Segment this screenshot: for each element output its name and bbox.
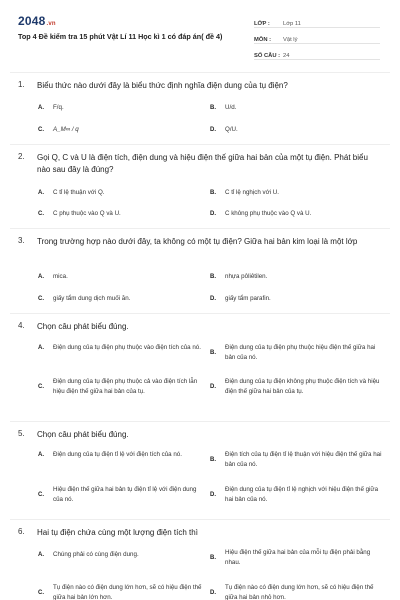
- option-letter: C.: [38, 589, 44, 596]
- option-text: C không phụ thuộc vào Q và U.: [225, 210, 312, 217]
- option-a[interactable]: [38, 188, 208, 198]
- option-letter: B.: [210, 273, 216, 280]
- question-divider: [10, 144, 390, 145]
- option-c[interactable]: [38, 377, 208, 396]
- option-letter: B.: [210, 554, 216, 561]
- question-divider: [10, 519, 390, 520]
- option-a[interactable]: [38, 103, 208, 113]
- option-text: Tụ điện nào có điện dung lớn hơn, sẽ có hiệu điện thế giữa hai bản lớn hơn.: [53, 584, 202, 600]
- option-text: Điện dung của tụ điện phụ thuộc vào điện tích của nó.: [53, 344, 201, 351]
- option-letter: C.: [38, 210, 44, 217]
- site-logo[interactable]: [18, 14, 56, 28]
- meta-class-row: [254, 14, 380, 28]
- option-text: Điện tích của tụ điện tỉ lệ thuận với hiệu điện thế giữa hai bản của nó.: [225, 451, 382, 468]
- option-letter: D.: [210, 126, 216, 133]
- option-c[interactable]: [38, 125, 208, 135]
- option-letter: A.: [38, 451, 44, 458]
- logo-suffix: .vn: [46, 21, 56, 27]
- option-letter: A.: [38, 551, 44, 558]
- question-number: 3.: [18, 236, 25, 245]
- question-header: [18, 321, 375, 333]
- option-letter: C.: [38, 491, 44, 498]
- option-letter: A.: [38, 104, 44, 111]
- meta-class-value: Lớp 11: [283, 21, 301, 27]
- option-b[interactable]: [210, 103, 386, 113]
- question-number: 6.: [18, 527, 25, 536]
- question-number: 5.: [18, 429, 25, 438]
- option-text: giấy tẩm dung dịch muối ăn.: [53, 295, 131, 302]
- option-c[interactable]: [38, 583, 208, 600]
- question-number: 2.: [18, 152, 25, 161]
- option-text: mica.: [53, 273, 68, 280]
- option-letter: A.: [38, 189, 44, 196]
- option-text: C tỉ lệ thuận với Q.: [53, 189, 105, 196]
- option-c[interactable]: [38, 485, 208, 504]
- meta-subject-row: [254, 30, 380, 44]
- option-a[interactable]: [38, 450, 208, 460]
- exam-meta: [254, 14, 380, 62]
- option-letter: C.: [38, 126, 44, 133]
- option-text: U/d.: [225, 104, 237, 111]
- option-letter: D.: [210, 491, 216, 498]
- option-text: F/q.: [53, 104, 64, 111]
- logo-text: 2048: [18, 14, 46, 28]
- option-text: Điện dung của tụ điện phụ thuộc hiệu điện thế giữa hai bản của nó.: [225, 344, 376, 361]
- question-header: [18, 152, 375, 176]
- option-letter: B.: [210, 104, 216, 111]
- option-c[interactable]: [38, 294, 208, 304]
- option-a[interactable]: [38, 272, 208, 282]
- question-divider: [10, 72, 390, 73]
- option-text: Điện dung của tụ điện tỉ lệ nghịch với hiệu điện thế giữa hai bản của nó.: [225, 486, 379, 503]
- option-letter: B.: [210, 349, 216, 356]
- meta-count-value: 24: [283, 53, 290, 59]
- question-text: Hai tụ điện chứa cùng một lượng điện tích thì: [37, 528, 198, 537]
- option-b[interactable]: [210, 272, 386, 282]
- question-text: Biểu thức nào dưới đây là biểu thức định nghĩa điện dung của tụ điện?: [37, 81, 288, 90]
- option-text: Điện dung của tụ điện phụ thuộc cả vào điện tích lẫn hiệu điện thế giữa hai bản của tụ.: [53, 378, 198, 395]
- option-b[interactable]: [210, 343, 386, 362]
- option-text: Điện dung của tụ điện tỉ lệ với điện tích của nó.: [53, 451, 182, 458]
- option-d[interactable]: [210, 377, 386, 396]
- option-a[interactable]: [38, 343, 208, 353]
- question-text: Gọi Q, C và U là điện tích, điện dung và hiệu điện thế giữa hai bản của một tụ điện. Phát biểu nào sau đây là đúng?: [37, 153, 368, 174]
- option-letter: D.: [210, 295, 216, 302]
- question-text: Trong trường hợp nào dưới đây, ta không có một tụ điện? Giữa hai bản kim loại là một lớp: [37, 237, 358, 246]
- option-text: Q/U.: [225, 126, 238, 133]
- option-letter: D.: [210, 210, 216, 217]
- option-text: Điện dung của tụ điện không phụ thuộc điện tích và hiệu điện thế giữa hai bản của tụ.: [225, 378, 380, 395]
- meta-subject-label: MÔN :: [254, 37, 272, 43]
- question-divider: [10, 228, 390, 229]
- option-d[interactable]: [210, 485, 386, 504]
- option-text: C phụ thuộc vào Q và U.: [53, 210, 121, 217]
- option-b[interactable]: [210, 450, 386, 469]
- option-b[interactable]: [210, 548, 386, 567]
- option-letter: A.: [38, 273, 44, 280]
- option-text: Tụ điện nào có điện dung lớn hơn, sẽ có hiệu điện thế giữa hai bản nhỏ hơn.: [225, 584, 374, 600]
- option-text: C tỉ lệ nghịch với U.: [225, 189, 279, 196]
- question-header: [18, 80, 375, 92]
- option-letter: B.: [210, 456, 216, 463]
- question-header: [18, 527, 375, 539]
- option-text: Hiệu điện thế giữa hai bản của mỗi tụ điện phải bằng nhau.: [225, 549, 371, 566]
- meta-count-row: [254, 46, 380, 60]
- meta-subject-value: Vật lý: [283, 37, 298, 43]
- question-header: [18, 429, 375, 441]
- option-text: Chúng phải có cùng điện dung.: [53, 551, 139, 558]
- question-header: [18, 236, 375, 248]
- option-d[interactable]: [210, 583, 386, 600]
- option-d[interactable]: [210, 125, 386, 135]
- option-text: Hiệu điện thế giữa hai bản tụ điện tỉ lệ với điện dung của nó.: [53, 486, 197, 503]
- meta-class-label: LỚP :: [254, 21, 270, 27]
- question-divider: [10, 421, 390, 422]
- exam-header: [0, 0, 400, 60]
- question-text: Chọn câu phát biểu đúng.: [37, 322, 129, 331]
- option-a[interactable]: [38, 550, 208, 560]
- option-d[interactable]: [210, 209, 386, 219]
- exam-title: Top 4 Đề kiểm tra 15 phút Vật Lí 11 Học kì 1 có đáp án( đề 4): [18, 32, 223, 41]
- option-c[interactable]: [38, 209, 208, 219]
- option-d[interactable]: [210, 294, 386, 304]
- option-letter: D.: [210, 589, 216, 596]
- option-letter: D.: [210, 383, 216, 390]
- meta-count-label: SỐ CÂU :: [254, 53, 281, 59]
- question-divider: [10, 313, 390, 314]
- option-text: nhựa pôliêtilen.: [225, 273, 268, 280]
- option-letter: C.: [38, 383, 44, 390]
- option-text: A_M∞ / q: [53, 126, 79, 133]
- question-number: 1.: [18, 80, 25, 89]
- question-text: Chọn câu phát biểu đúng.: [37, 430, 129, 439]
- question-number: 4.: [18, 321, 25, 330]
- option-letter: A.: [38, 344, 44, 351]
- option-text: giấy tẩm parafin.: [225, 295, 271, 302]
- option-b[interactable]: [210, 188, 386, 198]
- option-letter: B.: [210, 189, 216, 196]
- option-letter: C.: [38, 295, 44, 302]
